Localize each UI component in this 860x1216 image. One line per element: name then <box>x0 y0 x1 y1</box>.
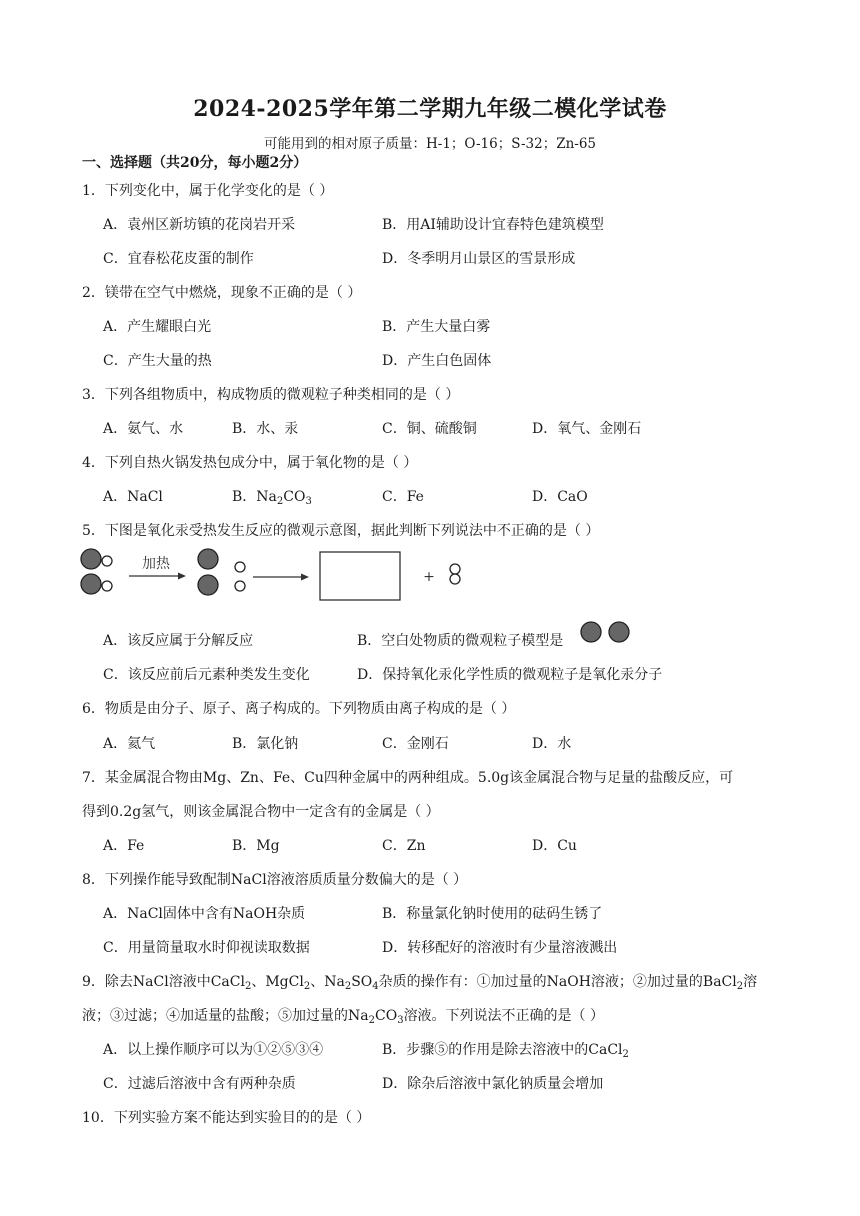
atomic-mass-note: 可能用到的相对原子质量：H-1；O-16；S-32；Zn-65 <box>263 136 597 152</box>
o-atom <box>235 581 245 591</box>
question-3-stem: 3．下列各组物质中，构成物质的微观粒子种类相同的是（ ） <box>82 387 460 403</box>
question-8-option-a: A．NaCl固体中含有NaOH杂质 <box>103 906 306 922</box>
question-1-option-d: D．冬季明月山景区的雪景形成 <box>382 251 576 267</box>
text: 9．除去NaCl溶液中CaCl <box>82 974 245 990</box>
question-7-stem-line1: 7．某金属混合物由Mg、Zn、Fe、Cu四种金属中的两种组成。5.0g该金属混合物与足量的盐酸反应，可 <box>82 770 734 786</box>
question-4-option-c: C．Fe <box>382 489 424 505</box>
question-6-stem: 6．物质是由分子、原子、离子构成的。下列物质由离子构成的是（ ） <box>82 701 516 717</box>
question-9-option-b <box>382 1039 629 1059</box>
question-4-stem: 4．下列自热火锅发热包成分中，属于氧化物的是（ ） <box>82 455 418 471</box>
section-heading: 一、选择题（共20分，每小题2分） <box>82 155 308 171</box>
question-2-option-b: B．产生大量白雾 <box>382 319 491 335</box>
question-10-stem: 10．下列实验方案不能达到实验目的的是（ ） <box>82 1110 371 1126</box>
text: 、MgCl <box>251 974 304 990</box>
reaction-diagram <box>76 546 476 610</box>
o-atom <box>102 581 112 591</box>
text: 溶液。下列说法不正确的是（ ） <box>403 1008 605 1024</box>
question-1-option-a: A．袁州区新坊镇的花岗岩开采 <box>103 217 296 233</box>
text: 液；③过滤；④加适量的盐酸；⑤加过量的Na <box>82 1008 369 1024</box>
hg-atom <box>198 575 218 595</box>
question-1-option-c: C．宜春松花皮蛋的制作 <box>103 251 254 267</box>
question-9-stem-line2 <box>82 1005 604 1025</box>
subscript: 3 <box>397 1015 404 1026</box>
question-7-option-c: C．Zn <box>382 838 426 854</box>
question-7-option-d: D．Cu <box>532 838 577 854</box>
question-3-option-d: D．氧气、金刚石 <box>532 421 642 437</box>
o2-atom <box>450 564 460 574</box>
hg-atom <box>81 574 101 594</box>
text: B．步骤⑤的作用是除去溶液中的CaCl <box>382 1042 623 1058</box>
subscript: 2 <box>303 981 311 992</box>
question-5-option-b: B．空白处物质的微观粒子模型是 <box>357 633 564 649</box>
subscript: 2 <box>276 496 284 507</box>
question-5-option-a: A．该反应属于分解反应 <box>103 633 254 649</box>
question-4-option-a: A．NaCl <box>103 489 163 505</box>
text: SO <box>351 974 373 990</box>
hg-atom <box>81 549 101 569</box>
text: CO <box>374 1008 398 1024</box>
o-atom <box>235 562 245 572</box>
question-9-stem-line1 <box>82 971 757 991</box>
question-4-option-d: D．CaO <box>532 489 588 505</box>
question-1-stem: 1．下列变化中，属于化学变化的是（ ） <box>82 183 334 199</box>
hg-atom <box>581 622 601 642</box>
question-7-option-b: B．Mg <box>232 838 280 854</box>
question-3-option-c: C．铜、硫酸铜 <box>382 421 477 437</box>
text: 溶 <box>743 974 758 990</box>
question-5-stem: 5．下图是氧化汞受热发生反应的微观示意图，据此判断下列说法中不正确的是（ ） <box>82 523 600 539</box>
question-6-option-b: B．氯化钠 <box>232 736 299 752</box>
hg-atom <box>198 549 218 569</box>
formula-part: CO <box>283 489 306 505</box>
hg-atom <box>609 622 629 642</box>
question-9-option-d: D．除杂后溶液中氯化钠质量会增加 <box>382 1076 604 1092</box>
question-6-option-d: D．水 <box>532 736 572 752</box>
hg-atoms-model <box>580 620 632 644</box>
question-6-option-a: A．氦气 <box>103 736 156 752</box>
question-2-option-d: D．产生白色固体 <box>382 353 492 369</box>
question-8-stem: 8．下列操作能导致配制NaCl溶液溶质质量分数偏大的是（ ） <box>82 872 468 888</box>
question-8-option-c: C．用量筒量取水时仰视读取数据 <box>103 940 310 956</box>
question-2-stem: 2．镁带在空气中燃烧，现象不正确的是（ ） <box>82 285 362 301</box>
heat-label: 加热 <box>142 556 170 572</box>
question-3-option-b: B．水、汞 <box>232 421 299 437</box>
question-5-option-c: C．该反应前后元素种类发生变化 <box>103 667 310 683</box>
question-9-option-c: C．过滤后溶液中含有两种杂质 <box>103 1076 296 1092</box>
subscript: 2 <box>344 981 352 992</box>
subscript: 2 <box>622 1049 629 1060</box>
subscript: 2 <box>244 981 252 992</box>
exam-title: 2024-2025学年第二学期九年级二模化学试卷 <box>193 96 667 122</box>
text: 杂质的操作有：①加过量的NaOH溶液；②加过量的BaCl <box>378 974 737 990</box>
question-2-option-c: C．产生大量的热 <box>103 353 212 369</box>
question-6-option-c: C．金刚石 <box>382 736 449 752</box>
subscript: 2 <box>736 981 744 992</box>
question-9-option-a: A．以上操作顺序可以为①②⑤③④ <box>103 1042 324 1058</box>
plus-sign: + <box>423 569 435 585</box>
subscript: 2 <box>368 1015 375 1026</box>
arrow-head <box>178 573 186 580</box>
formula-part: B．Na <box>232 489 277 505</box>
question-4-option-b <box>232 486 312 506</box>
question-7-option-a: A．Fe <box>103 838 145 854</box>
question-5-option-d: D．保持氧化汞化学性质的微观粒子是氧化汞分子 <box>357 667 663 683</box>
question-2-option-a: A．产生耀眼白光 <box>103 319 212 335</box>
question-1-option-b: B．用AI辅助设计宜春特色建筑模型 <box>382 217 604 233</box>
question-8-option-b: B．称量氯化钠时使用的砝码生锈了 <box>382 906 603 922</box>
text: 、Na <box>310 974 345 990</box>
subscript: 4 <box>372 981 379 992</box>
arrow-head <box>301 574 309 581</box>
question-7-stem-line2: 得到0.2g氢气，则该金属混合物中一定含有的金属是（ ） <box>82 804 440 820</box>
subscript: 3 <box>305 496 312 507</box>
question-3-option-a: A．氨气、水 <box>103 421 184 437</box>
question-8-option-d: D．转移配好的溶液时有少量溶液溅出 <box>382 940 618 956</box>
o2-atom <box>450 574 460 584</box>
blank-box <box>320 552 400 600</box>
o-atom <box>102 556 112 566</box>
